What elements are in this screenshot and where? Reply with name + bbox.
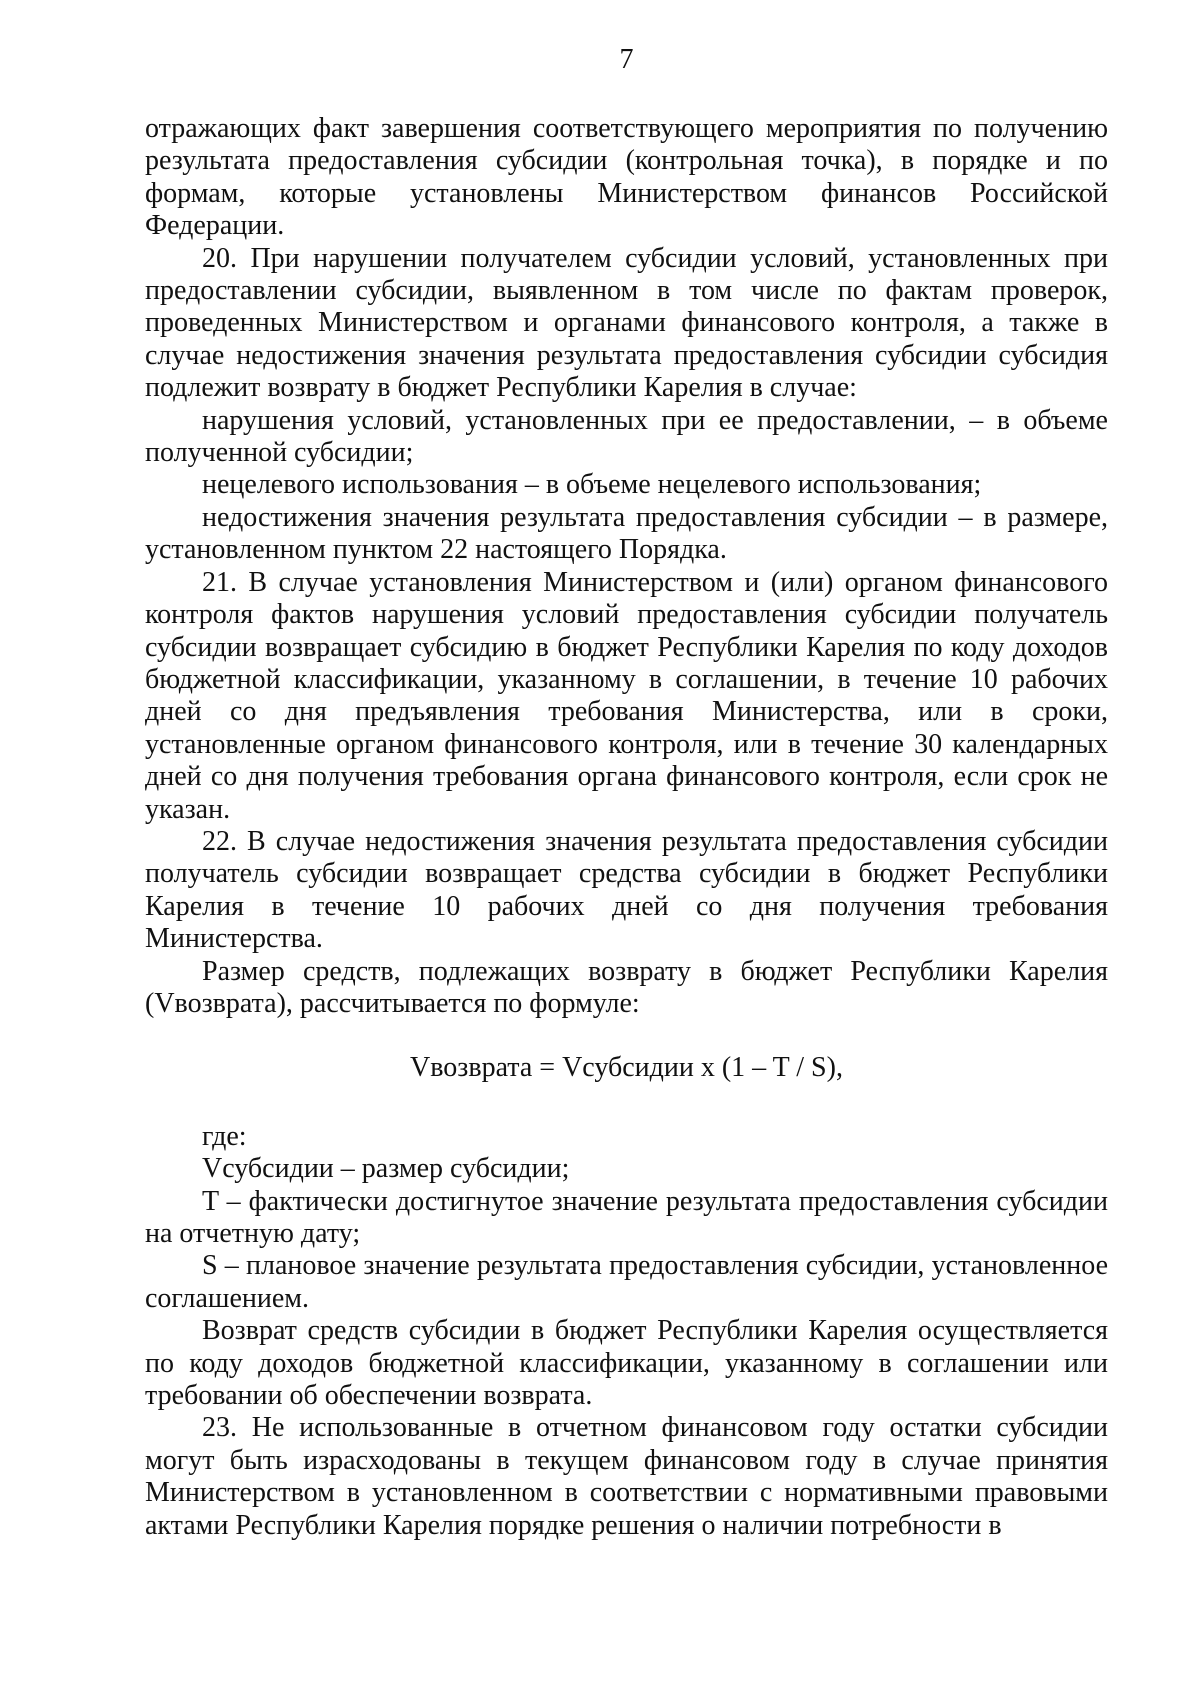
refund-formula: Vвозврата = Vсубсидии x (1 – T / S), [410, 1052, 843, 1084]
paragraph-clause-22: 22. В случае недостижения значения результата предоставления субсидии получатель субсидии возвращает средства субсидии в бюджет Республики Карелия в течение 10 рабочих дней со дня получения требования Министерства. [145, 825, 1108, 955]
definition-t: T – фактически достигнутое значение результата предоставления субсидии на отчетную дату; [145, 1185, 1108, 1249]
paragraph-non-achievement: недостижения значения результата предоставления субсидии – в размере, установленном пунктом 22 настоящего Порядка. [145, 501, 1108, 566]
paragraph-where: где: [202, 1120, 247, 1152]
paragraph-continuation: отражающих факт завершения соответствующего мероприятия по получению результата предоставления субсидии (контрольная точка), в порядке и по формам, которые установлены Министерством финансов Российской Федерации. [145, 113, 1108, 242]
paragraph-violation-conditions: нарушения условий, установленных при ее предоставлении, – в объеме полученной субсидии; [145, 404, 1108, 469]
page-number: 7 [619, 44, 634, 75]
paragraph-misuse: нецелевого использования – в объеме нецелевого использования; [202, 469, 982, 501]
paragraph-clause-23: 23. Не использованные в отчетном финансовом году остатки субсидии могут быть израсходованы в текущем финансовом году в случае принятия Министерством в установленном в соответствии с нормативными правовыми актами Республики Карелия порядке решения о наличии потребности в [145, 1412, 1108, 1541]
paragraph-refund-procedure: Возврат средств субсидии в бюджет Республики Карелия осуществляется по коду доходов бюджетной классификации, указанному в соглашении или требовании об обеспечении возврата. [145, 1315, 1108, 1412]
definition-s: S – плановое значение результата предоставления субсидии, установленное соглашением. [145, 1250, 1108, 1314]
paragraph-clause-21: 21. В случае установления Министерством и (или) органом финансового контроля фактов нарушения условий предоставления субсидии получатель субсидии возвращает субсидию в бюджет Республики Карелия по коду доходов бюджетной классификации, указанному в соглашении, в течение 10 рабочих дней со дня предъявления требования Министерства, или в сроки, установленные органом финансового контроля, или в течение 30 календарных дней со дня получения требования органа финансового контроля, если срок не указан. [145, 566, 1108, 825]
document-body [145, 113, 1108, 1542]
paragraph-clause-20: 20. При нарушении получателем субсидии условий, установленных при предоставлении субсидии, выявленном в том числе по фактам проверок, проведенных Министерством и органами финансового контроля, а также в случае недостижения значения результата предоставления субсидии субсидия подлежит возврату в бюджет Республики Карелия в случае: [145, 242, 1108, 404]
paragraph-refund-amount: Размер средств, подлежащих возврату в бюджет Республики Карелия (Vвозврата), рассчитывается по формуле: [145, 955, 1108, 1019]
definition-v-subsidy: Vсубсидии – размер субсидии; [202, 1153, 570, 1185]
